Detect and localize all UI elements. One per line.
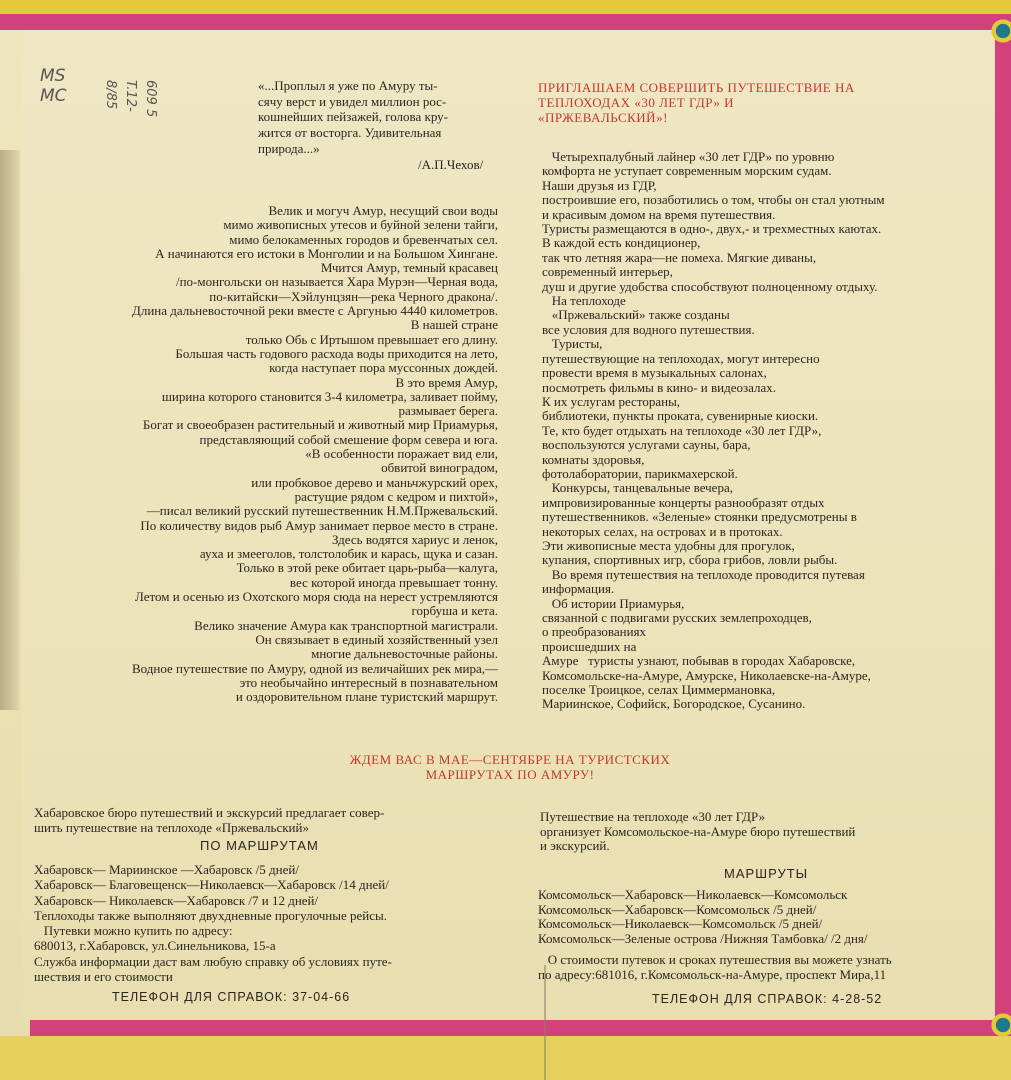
bottom-right-price-note <box>538 953 988 982</box>
text-line: Эти живописные места удобны для прогулок, <box>542 537 795 553</box>
text-line: связанной с подвигами русских землепроходцев, <box>542 610 812 625</box>
text-line: Комсомольске-на-Амуре, Амурске, Николаевске-на-Амуре, <box>542 667 871 683</box>
text-line: Об истории Приамурья, <box>542 595 685 611</box>
handwritten-note-rotated: 609 5 T.12- 8/85 <box>103 80 158 118</box>
route-line: Хабаровск— Мариинское —Хабаровск /5 дней/ <box>34 862 299 877</box>
border-pink-bottom <box>30 1020 1011 1036</box>
text-line: О стоимости путевок и сроках путешествия вы можете узнать <box>538 952 892 967</box>
bottom-left-routes-title: ПО МАРШРУТАМ <box>200 838 319 853</box>
route-line: Путевки можно купить по адресу: <box>34 923 233 939</box>
text-line: или пробковое дерево и маньчжурский орех, <box>251 474 498 490</box>
text-line: поселке Троицкое, селах Циммермановка, <box>542 682 776 698</box>
slogan-line: МАРШРУТАХ ПО АМУРУ! <box>425 767 595 782</box>
corner-ornament-top-right <box>990 18 1011 44</box>
text-line: только Обь с Иртышом превышает его длину. <box>245 331 498 347</box>
route-line: Комсомольск—Николаевск—Комсомольск /5 дней/ <box>538 916 823 931</box>
border-pink-top <box>0 14 1011 30</box>
text-line: А начинаются его истоки в Монголии и на Большом Хингане. <box>155 245 498 261</box>
text-line: провести время в музыкальных салонах, <box>542 365 767 381</box>
text-line: К их услугам рестораны, <box>542 393 681 409</box>
route-line: Комсомольск—Хабаровск—Николаевск—Комсомольск <box>538 887 848 902</box>
bottom-right-routes-title: МАРШРУТЫ <box>724 866 809 881</box>
route-line: 680013, г.Хабаровск, ул.Синельникова, 15-а <box>34 938 276 954</box>
quote-line: «...Проплыл я уже по Амуру ты- <box>258 78 438 93</box>
text-line: Богат и своеобразен растительный и животный мир Приамурья, <box>142 417 498 433</box>
text-line: комнаты здоровья, <box>542 451 645 467</box>
header-line: «ПРЖЕВАЛЬСКИЙ»! <box>538 110 668 125</box>
text-line: представляющий собой смешение форм севера и юга. <box>199 431 498 447</box>
border-yellow-bottom <box>0 1036 1011 1080</box>
bottom-right-intro <box>540 810 980 854</box>
text-line: Мчится Амур, темный красавец <box>320 260 498 276</box>
text-line: мимо живописных утесов и буйной зелени тайги, <box>223 217 498 233</box>
header-line: ПРИГЛАШАЕМ СОВЕРШИТЬ ПУТЕШЕСТВИЕ НА <box>538 80 855 95</box>
text-line: воспользуются услугами сауны, бара, <box>542 437 751 453</box>
text-line: В каждой есть кондиционер, <box>542 235 701 251</box>
bottom-left-routes <box>34 862 504 984</box>
corner-ornament-bottom-right <box>990 1012 1011 1038</box>
text-line: современный интерьер, <box>542 264 673 280</box>
text-line: Четырехпалубный лайнер «30 лет ГДР» по уровню <box>542 149 835 164</box>
paper-crease <box>544 965 546 1080</box>
text-line: по-китайски—Хэйлунцзян—река Черного дракона/. <box>209 288 498 304</box>
bottom-right-routes <box>538 888 988 946</box>
text-line: это необычайно интересный в познавательном <box>239 674 498 690</box>
text-line: Конкурсы, танцевальные вечера, <box>542 480 733 496</box>
text-line: и экскурсий. <box>540 838 610 853</box>
bottom-left-intro <box>34 806 504 835</box>
route-line: Комсомольск—Хабаровск—Комсомольск /5 дней/ <box>538 901 817 917</box>
text-line: все условия для водного путешествия. <box>542 321 755 337</box>
text-line: Летом и осенью из Охотского моря сюда на нерест устремляются <box>134 589 498 605</box>
text-line: мимо белокаменных городов и бревенчатых сел. <box>229 231 498 247</box>
center-slogan <box>300 752 720 782</box>
text-line: Туристы, <box>542 336 603 352</box>
route-line: Служба информации даст вам любую справку об условиях путе- <box>34 953 392 969</box>
text-line: Только в этой реке обитает царь-рыба—калуга, <box>236 560 498 576</box>
quote-line: сячу верст и увидел миллион рос- <box>258 93 447 109</box>
text-line: душ и другие удобства способствуют полноценному отдыху. <box>542 278 878 294</box>
header-line: ТЕПЛОХОДАХ «30 ЛЕТ ГДР» И <box>538 95 734 110</box>
text-line: информация. <box>542 581 615 597</box>
text-line: Путешествие на теплоходе «30 лет ГДР» <box>540 809 766 824</box>
text-line: Большая часть годового расхода воды приходится на лето, <box>175 345 498 361</box>
text-line: На теплоходе <box>542 293 626 309</box>
text-line: когда наступает пора муссонных дождей. <box>269 360 498 376</box>
text-line: Здесь водятся хариус и ленок, <box>331 531 498 547</box>
text-line: «Пржевальский» также созданы <box>542 307 730 323</box>
text-line: купания, спортивных игр, сбора грибов, ловли рыбы. <box>542 552 838 568</box>
text-line: некоторых селах, на островах и в протоках. <box>542 523 783 539</box>
text-line: Велико значение Амура как транспортной магистрали. <box>194 617 498 633</box>
text-line: путешественников. «Зеленые» стоянки предусмотрены в <box>542 509 857 525</box>
text-line: импровизированные концерты разнообразят отдых <box>542 494 825 510</box>
text-line: Наши друзья из ГДР, <box>542 177 657 193</box>
handwritten-note-ms: MS MC <box>40 66 67 106</box>
text-line: обвитой виноградом, <box>381 460 498 476</box>
quote-line: кошнейших пейзажей, голова кру- <box>258 109 448 125</box>
text-line: В нашей стране <box>410 317 498 333</box>
text-line: Амуре туристы узнают, побывав в городах Хабаровске, <box>542 653 856 669</box>
quote-line: жится от восторга. Удивительная <box>258 125 442 141</box>
text-line: Велик и могуч Амур, несущий свои воды <box>268 203 498 218</box>
text-line: «В особенности поражает вид ели, <box>305 446 498 462</box>
text-line: /по-монгольски он называется Хара Мурэн—Черная вода, <box>175 274 498 290</box>
text-line: фотолаборатории, парикмахерской. <box>542 465 738 481</box>
slogan-line: ЖДЕМ ВАС В МАЕ—СЕНТЯБРЕ НА ТУРИСТСКИХ <box>349 752 671 767</box>
text-line: многие дальневосточные районы. <box>311 646 498 662</box>
text-line: горбуша и кета. <box>411 603 498 619</box>
torn-left-edge <box>0 150 20 710</box>
text-line: вес которой иногда превышает тонну. <box>289 574 498 590</box>
text-line: посмотреть фильмы в кино- и видеозалах. <box>542 379 776 395</box>
text-line: путешествующие на теплоходах, могут интересно <box>542 350 820 366</box>
route-line: шествия и его стоимости <box>34 969 173 985</box>
text-line: происшедших на <box>542 638 637 654</box>
quote-line: природа...» <box>258 140 320 156</box>
route-line: Комсомольск—Зеленые острова /Нижняя Тамбовка/ /2 дня/ <box>538 930 868 946</box>
border-pink-right <box>995 14 1011 1044</box>
text-line: библиотеки, пункты проката, сувенирные киоски. <box>542 408 819 424</box>
text-line: Те, кто будет отдыхать на теплоходе «30 лет ГДР», <box>542 422 822 438</box>
text-line: размывает берега. <box>398 403 498 419</box>
text-line: —писал великий русский путешественник Н.М.Пржевальский. <box>146 503 498 519</box>
text-line: Длина дальневосточной реки вместе с Аргунью 4440 километров. <box>131 303 498 319</box>
text-line: ауха и змееголов, толстолобик и карась, щука и сазан. <box>199 546 498 562</box>
chekhov-quote <box>258 78 498 157</box>
text-line: Он связывает в единый хозяйственный узел <box>255 631 498 647</box>
right-header <box>538 80 958 125</box>
route-line: Хабаровск— Николаевск—Хабаровск /7 и 12 дней/ <box>34 892 319 908</box>
quote-author: /А.П.Чехов/ <box>418 157 484 172</box>
right-column-text <box>542 150 972 712</box>
text-line: Туристы размещаются в одно-, двух,- и трехместных каютах. <box>542 221 882 237</box>
text-line: и оздоровительном плане туристский маршрут. <box>235 689 498 705</box>
text-line: по адресу:681016, г.Комсомольск-на-Амуре, проспект Мира,11 <box>538 966 887 982</box>
text-line: о преобразованиях <box>542 624 647 640</box>
text-line: Хабаровское бюро путешествий и экскурсий предлагает совер- <box>34 805 385 820</box>
text-line: шить путешествие на теплоходе «Пржевальский» <box>34 819 309 835</box>
bottom-left-phone: ТЕЛЕФОН ДЛЯ СПРАВОК: 37-04-66 <box>112 990 351 1004</box>
text-line: организует Комсомольское-на-Амуре бюро путешествий <box>540 823 856 839</box>
route-line: Хабаровск— Благовещенск—Николаевск—Хабаровск /14 дней/ <box>34 877 389 893</box>
text-line: комфорта не уступает современным морским судам. <box>542 163 832 179</box>
text-line: и красивым домом на время путешествия. <box>542 206 776 222</box>
text-line: построившие его, позаботились о том, чтобы он стал уютным <box>542 192 885 208</box>
bottom-right-phone: ТЕЛЕФОН ДЛЯ СПРАВОК: 4-28-52 <box>652 992 883 1006</box>
text-line: растущие рядом с кедром и пихтой», <box>294 488 498 504</box>
text-line: Мариинское, Софийск, Богородское, Сусанино. <box>542 696 806 712</box>
text-line: Во время путешествия на теплоходе проводится путевая <box>542 566 865 582</box>
text-line: В это время Амур, <box>395 374 498 390</box>
text-line: ширина которого становится 3-4 километра, заливает пойму, <box>161 388 498 404</box>
text-line: Водное путешествие по Амуру, одной из величайших рек мира,— <box>131 660 498 676</box>
route-line: Теплоходы также выполняют двухдневные прогулочные рейсы. <box>34 907 387 923</box>
text-line: По количеству видов рыб Амур занимает первое место в стране. <box>140 517 498 533</box>
left-column-text <box>20 204 498 704</box>
text-line: так что летняя жара—не помеха. Мягкие диваны, <box>542 249 817 265</box>
